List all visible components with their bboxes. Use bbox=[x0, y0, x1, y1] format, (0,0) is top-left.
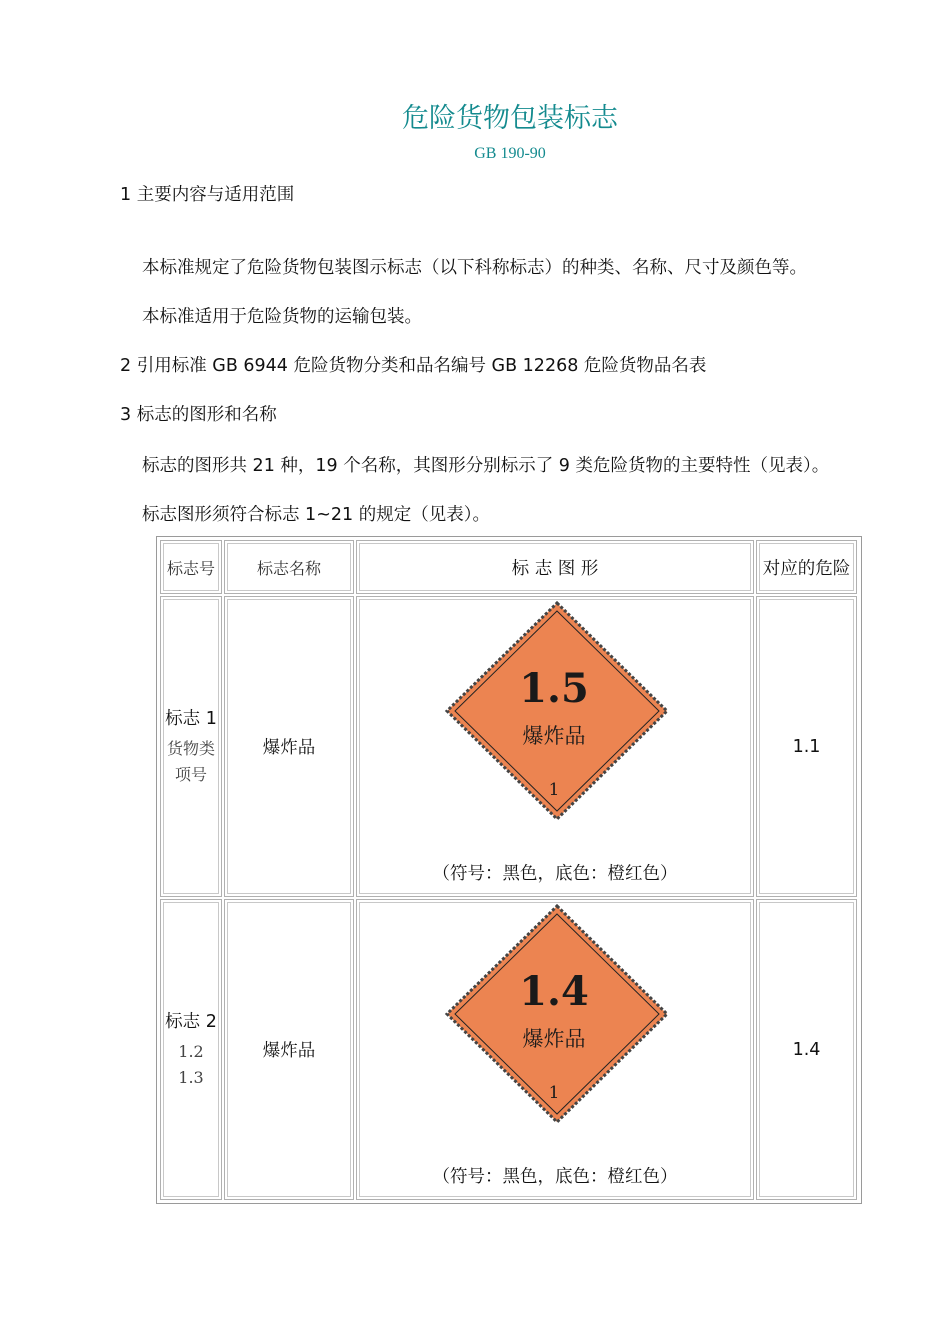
mark-class-line-2: 项号 bbox=[174, 765, 207, 784]
header-mark-no: 标志号 bbox=[160, 540, 222, 594]
table-row-2-risk: 1.4 bbox=[756, 899, 857, 1200]
mark-number: 标志 1 bbox=[165, 709, 217, 729]
mark-class-line-1: 货物类 bbox=[166, 739, 215, 758]
page-subtitle: GB 190-90 bbox=[474, 145, 546, 162]
explosive-label-diamond bbox=[357, 900, 755, 1140]
section3-heading: 3 标志的图形和名称 bbox=[120, 405, 277, 425]
section3-paragraph-1: 标志的图形共 21 种，19 个名称，其图形分别标示了 9 类危险货物的主要特性（见表）。 bbox=[142, 456, 830, 476]
table-row-2-mark bbox=[160, 899, 222, 1200]
label-class-number: 1 bbox=[548, 1083, 560, 1103]
label-division-number: 1.5 bbox=[519, 665, 589, 712]
mark-class-line-1: 1.2 bbox=[178, 1042, 204, 1061]
page-title: 危险货物包装标志 bbox=[402, 103, 618, 134]
figure-caption: （符号：黑色，底色：橙红色） bbox=[432, 864, 678, 884]
table-row-2-name: 爆炸品 bbox=[224, 899, 354, 1200]
section3-paragraph-2: 标志图形须符合标志 1~21 的规定（见表）。 bbox=[142, 505, 490, 525]
mark-number: 标志 2 bbox=[165, 1012, 217, 1032]
label-class-number: 1 bbox=[548, 780, 560, 800]
table-row-1-figure bbox=[356, 596, 754, 897]
table-row-1-risk: 1.1 bbox=[756, 596, 857, 897]
section1-paragraph-2: 本标准适用于危险货物的运输包装。 bbox=[142, 307, 422, 327]
section1-paragraph-1: 本标准规定了危险货物包装图示标志（以下科称标志）的种类、名称、尺寸及颜色等。 bbox=[142, 258, 807, 278]
section1-heading: 1 主要内容与适用范围 bbox=[120, 185, 295, 205]
header-mark-figure: 标 志 图 形 bbox=[356, 540, 754, 594]
table-row-1-mark bbox=[160, 596, 222, 897]
explosive-label-diamond bbox=[357, 597, 755, 837]
section2-heading: 2 引用标准 GB 6944 危险货物分类和品名编号 GB 12268 危险货物品名表 bbox=[120, 356, 707, 376]
mark-class-line-2: 1.3 bbox=[178, 1068, 204, 1087]
figure-caption: （符号：黑色，底色：橙红色） bbox=[432, 1167, 678, 1187]
header-risk: 对应的危险 bbox=[756, 540, 857, 594]
hazard-label-table bbox=[156, 536, 862, 1204]
header-mark-name: 标志名称 bbox=[224, 540, 354, 594]
label-hazard-text: 爆炸品 bbox=[522, 724, 586, 748]
table-row-1-name: 爆炸品 bbox=[224, 596, 354, 897]
label-division-number: 1.4 bbox=[519, 968, 589, 1015]
label-hazard-text: 爆炸品 bbox=[522, 1027, 586, 1051]
table-row-2-figure bbox=[356, 899, 754, 1200]
